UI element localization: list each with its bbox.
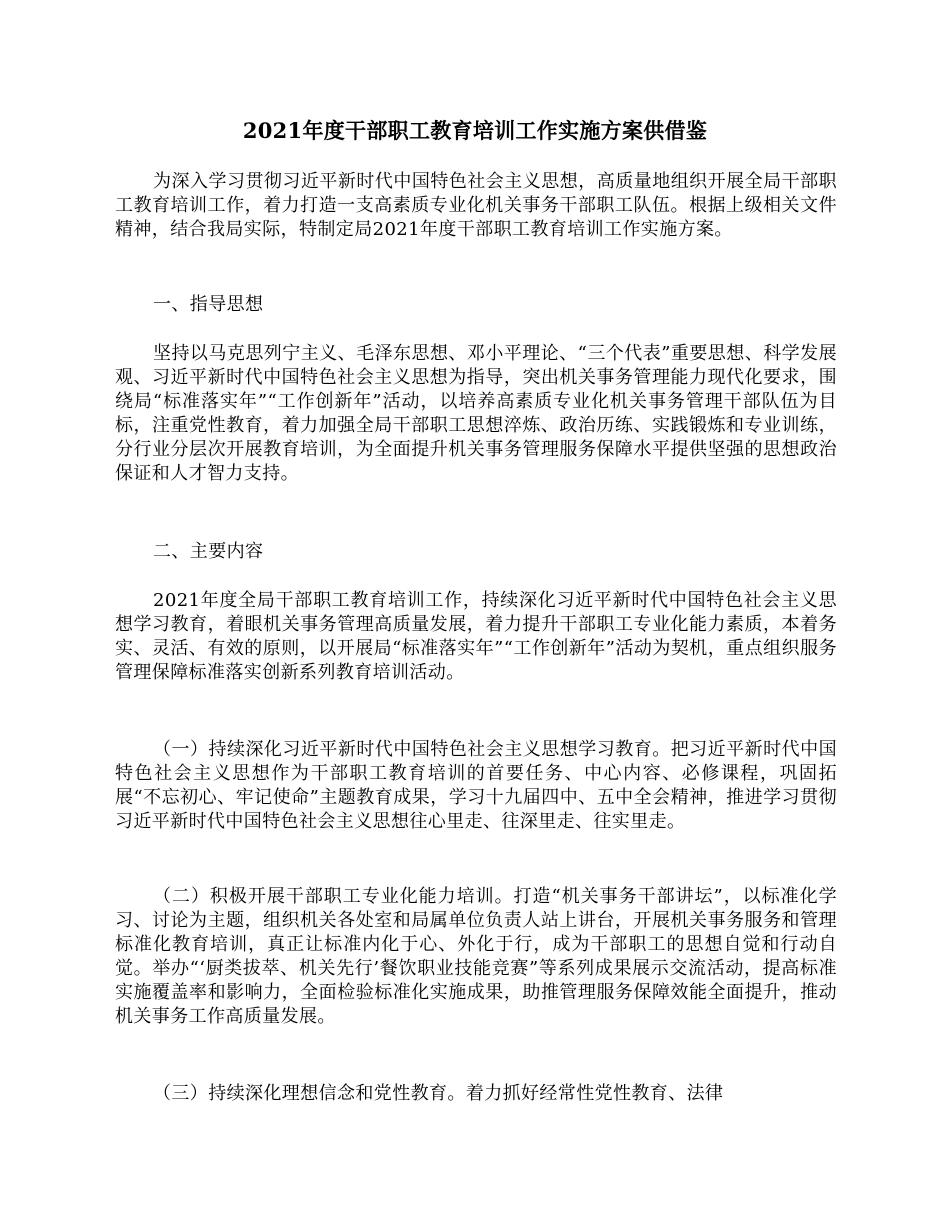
item-2-paragraph: （二）积极开展干部职工专业化能力培训。打造“机关事务干部讲坛”，以标准化学习、讨论为主题，组织机关各处室和局属单位负责人站上讲台，开展机关事务服务和管理标准化教育培训，真正让标准内化于心、外化于行，成为干部职工的思想自觉和行动自觉。举办“‘厨类拔萃、机关先行’餐饮职业技能竞赛”等系列成果展示交流活动，提高标准实施覆盖率和影响力，全面检验标准化实施成果，助推管理服务保障效能全面提升，推动机关事务工作高质量发展。 xyxy=(115,886,837,1027)
guiding-ideology-paragraph: 坚持以马克思列宁主义、毛泽东思想、邓小平理论、“三个代表”重要思想、科学发展观、习近平新时代中国特色社会主义思想为指导，突出机关事务管理能力现代化要求，围绕局“标准落实年”“工作创新年”活动，以培养高素质专业化机关事务管理干部队伍为目标，注重党性教育，着力加强全局干部职工思想淬炼、政治历练、实践锻炼和专业训练，分行业分层次开展教育培训，为全面提升机关事务管理服务保障水平提供坚强的思想政治保证和人才智力支持。 xyxy=(115,343,837,484)
section-heading-guiding-ideology: 一、指导思想 xyxy=(153,294,264,315)
main-content-paragraph: 2021年度全局干部职工教育培训工作，持续深化习近平新时代中国特色社会主义思想学习教育，着眼机关事务管理高质量发展，着力提升干部职工专业化能力素质，本着务实、灵活、有效的原则，以开展局“标准落实年”“工作创新年”活动为契机，重点组织服务管理保障标准落实创新系列教育培训活动。 xyxy=(115,590,837,683)
item-1-paragraph: （一）持续深化习近平新时代中国特色社会主义思想学习教育。把习近平新时代中国特色社会主义思想作为干部职工教育培训的首要任务、中心内容、必修课程，巩固拓展“不忘初心、牢记使命”主题教育成果，学习十九届四中、五中全会精神，推进学习贯彻习近平新时代中国特色社会主义思想往心里走、往深里走、往实里走。 xyxy=(115,739,837,832)
item-3-paragraph: （三）持续深化理想信念和党性教育。着力抓好经常性党性教育、法律 xyxy=(153,1083,724,1104)
document-title: 2021年度干部职工教育培训工作实施方案供借鉴 xyxy=(242,118,708,143)
intro-paragraph: 为深入学习贯彻习近平新时代中国特色社会主义思想，高质量地组织开展全局干部职工教育培训工作，着力打造一支高素质专业化机关事务干部职工队伍。根据上级相关文件精神，结合我局实际，特制定局2021年度干部职工教育培训工作实施方案。 xyxy=(115,171,837,240)
section-heading-main-content: 二、主要内容 xyxy=(153,541,264,562)
